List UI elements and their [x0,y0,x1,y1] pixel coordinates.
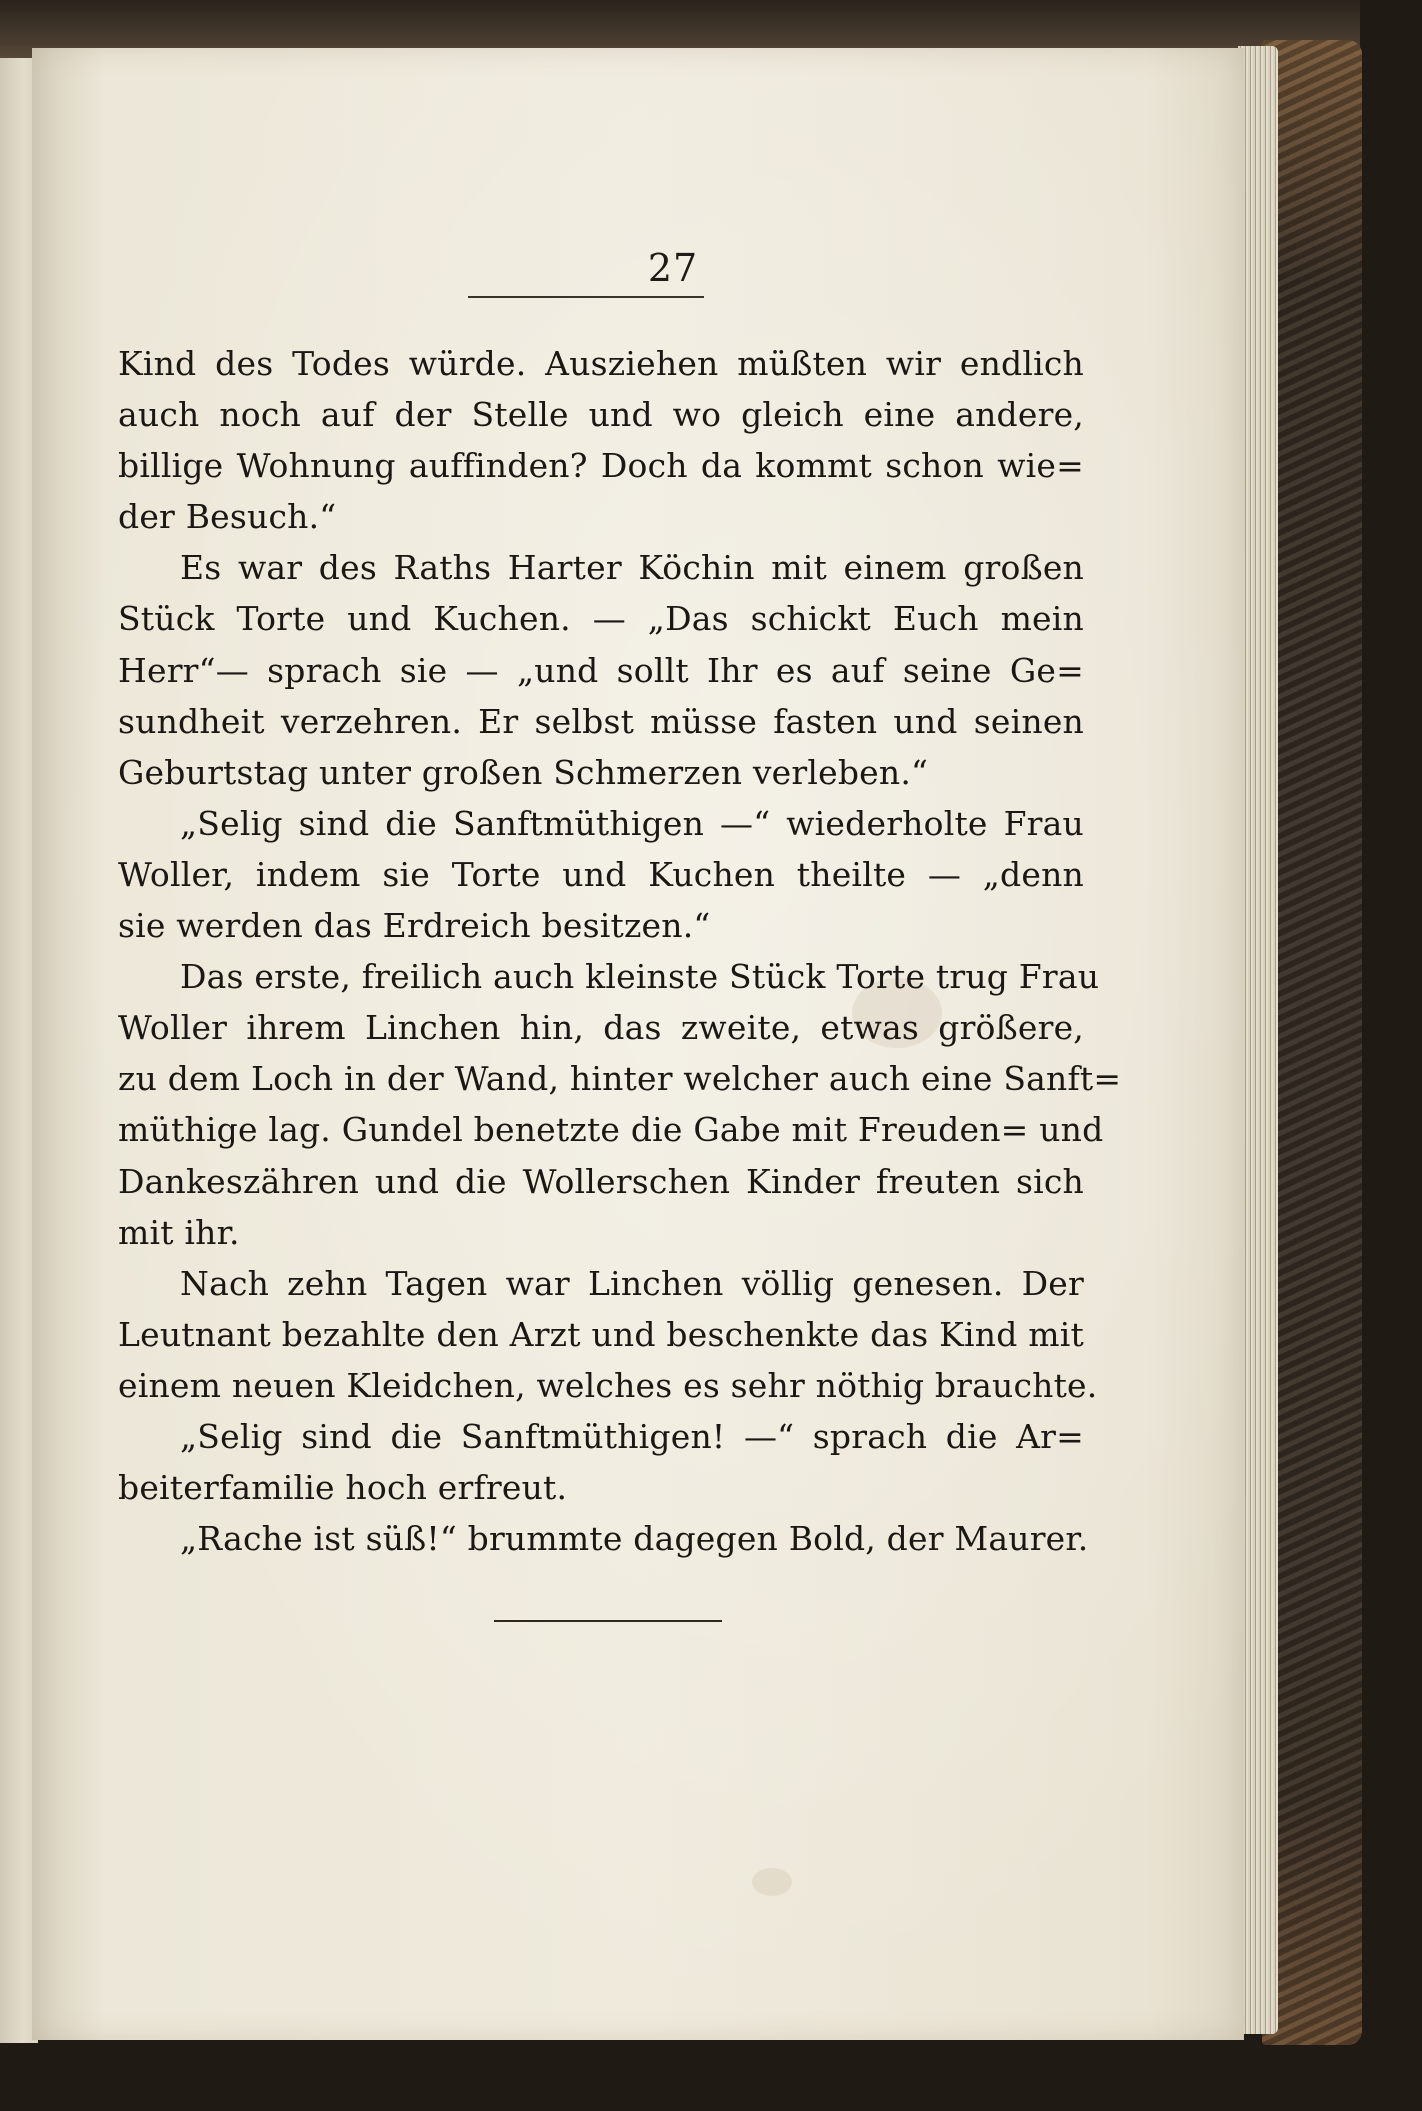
chapter-end-rule [494,1620,722,1622]
text-line: „Selig sind die Sanftmüthigen! —“ sprach die Ar= [180,1416,1084,1456]
text-line: Stück Torte und Kuchen. — „Das schickt Euch mein [118,599,1084,639]
text-line: beiterfamilie hoch erfreut. [118,1468,568,1508]
book-page [32,48,1244,2040]
text-line: Das erste, freilich auch kleinste Stück Torte trug Frau [180,957,1100,997]
text-line: auch noch auf der Stelle und wo gleich eine andere, [118,395,1084,435]
paper-stain [752,1868,792,1896]
page-number-text: 27 [647,246,699,290]
text-line: mit ihr. [118,1212,240,1252]
text-line: Leutnant bezahlte den Arzt und beschenkte das Kind mit [118,1314,1084,1354]
text-line: zu dem Loch in der Wand, hinter welcher auch eine Sanft= [118,1059,1122,1099]
text-line: Woller ihrem Linchen hin, das zweite, etwas größere, [118,1008,1084,1048]
text-line: billige Wohnung auffinden? Doch da kommt schon wie= [118,446,1084,486]
header-rule [468,296,704,298]
text-line: einem neuen Kleidchen, welches es sehr nöthig brauchte. [118,1365,1098,1405]
text-line: Nach zehn Tagen war Linchen völlig genesen. Der [180,1263,1084,1303]
text-line: sundheit verzehren. Er selbst müsse fasten und seinen [118,701,1084,741]
text-line: „Selig sind die Sanftmüthigen —“ wiederholte Frau [180,803,1084,843]
text-line: müthige lag. Gundel benetzte die Gabe mit Freuden= und [118,1110,1104,1150]
text-line: sie werden das Erdreich besitzen.“ [118,906,711,946]
text-line: Woller, indem sie Torte und Kuchen theilte — „denn [118,854,1084,894]
text-line: Geburtstag unter großen Schmerzen verleben.“ [118,752,929,792]
page-number [32,246,1244,290]
text-line: Dankeszähren und die Wollerschen Kinder freuten sich [118,1161,1084,1201]
text-line: „Rache ist süß!“ brummte dagegen Bold, der Maurer. [180,1519,1089,1559]
text-line: der Besuch.“ [118,497,337,537]
page-stack-edge [1238,46,1278,2034]
text-line: Kind des Todes würde. Ausziehen müßten wir endlich [118,344,1084,383]
body-text [118,338,1122,1564]
text-line: Herr“— sprach sie — „und sollt Ihr es auf seine Ge= [118,650,1084,690]
text-line: Es war des Raths Harter Köchin mit einem großen [180,548,1084,588]
